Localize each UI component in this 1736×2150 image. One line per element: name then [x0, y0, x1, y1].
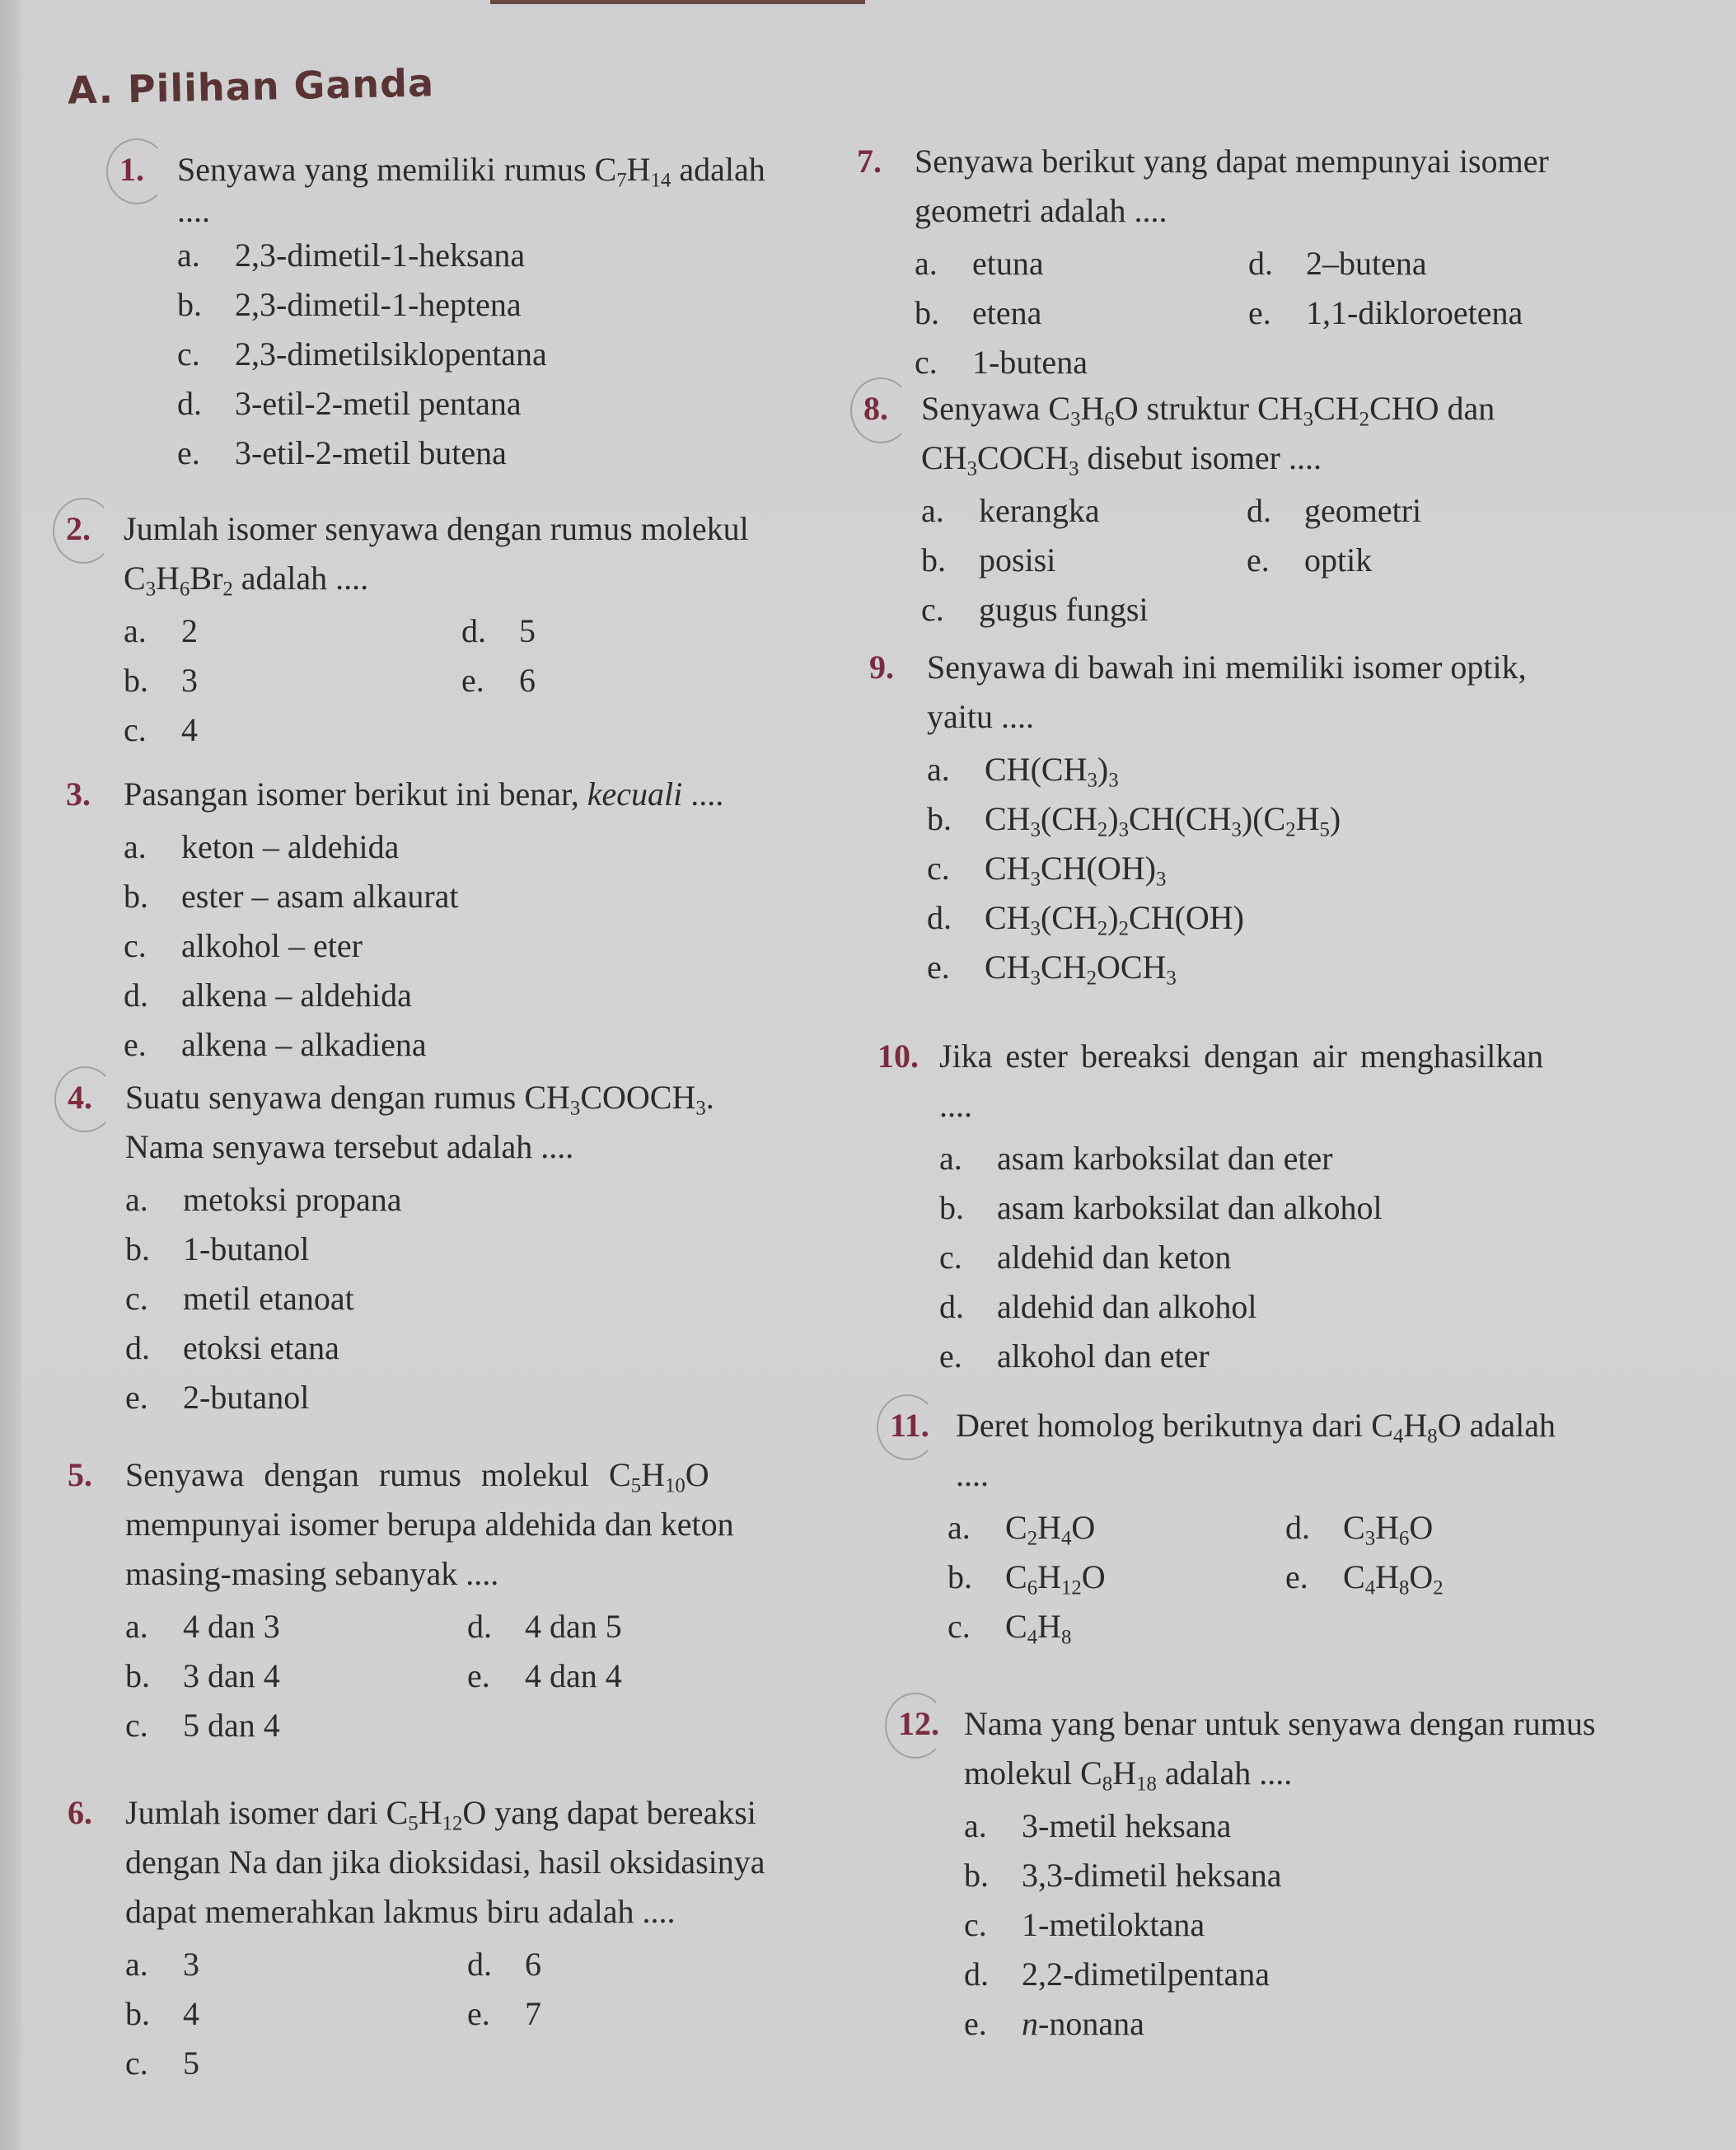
question-12: 12. Nama yang benar untuk senyawa dengan rumus molekul $C_8H_{18}$ adalah .... a. 3-metil heksana b. 3,3-dimetil heksana c. 1-metiloktana d. 2,2-dimetilpentana e. n-nonana — [964, 1699, 1730, 2049]
page-binding-edge — [0, 0, 21, 2150]
option-d[interactable]: d. $CH_3(CH_2)_2CH(OH)$ — [927, 899, 1244, 940]
question-7: 7. Senyawa berikut yang dapat mempunyai isomer geometri adalah .... a. etuna d. 2–butena b. etena e. 1,1-dikloroetena c. 1-butena — [915, 137, 1706, 387]
option-a[interactable]: a. 2,3-dimetil-1-heksana — [177, 237, 526, 274]
option-a[interactable]: a. $CH(CH_3)_3$ — [927, 751, 1119, 792]
option-d[interactable]: d. 4 dan 5 — [467, 1608, 622, 1645]
options-list — [927, 745, 1718, 992]
options-list — [177, 231, 836, 478]
options-list — [125, 1175, 850, 1422]
option-b[interactable]: b. 2,3-dimetil-1-heptena — [177, 286, 522, 323]
option-d[interactable]: d. geometri — [1247, 492, 1422, 529]
option-d[interactable]: d. aldehid dan alkohol — [939, 1288, 1257, 1325]
question-3: 3. Pasangan isomer berikut ini benar, kecuali .... a. keton – aldehida b. ester – asam alkaurat c. alkohol – eter d. alkena – aldehida e. alkena – alkadiena — [124, 770, 849, 1070]
option-d[interactable]: d. 2,2-dimetilpentana — [964, 1956, 1270, 1993]
option-b[interactable]: b. $CH_3(CH_2)_3CH(CH_3)(C_2H_5)$ — [927, 800, 1341, 841]
option-b[interactable]: b. 3 — [124, 662, 198, 699]
option-a[interactable]: a. $C_2H_4O$ — [948, 1509, 1096, 1550]
option-a[interactable]: a. etuna — [915, 245, 1044, 282]
option-c[interactable]: c. 1-metiloktana — [964, 1906, 1205, 1943]
option-d[interactable]: d. $C_3H_6O$ — [1285, 1509, 1434, 1550]
question-1: 1. Senyawa yang memiliki rumus $C_7H_{14}$ adalah .... a. 2,3-dimetil-1-heksana b. 2,3-dimetil-1-heptena c. 2,3-dimetilsiklopentana d. 3-etil-2-metil pentana e. 3-etil-2-metil butena — [177, 145, 836, 478]
question-number: 8. — [863, 384, 888, 433]
options-list — [125, 1940, 850, 2088]
option-e[interactable]: e. n-nonana — [964, 2005, 1144, 2042]
options-list — [124, 607, 849, 755]
option-b[interactable]: b. 3 dan 4 — [125, 1657, 280, 1694]
question-number: 12. — [898, 1699, 939, 1749]
option-a[interactable]: a. 3 — [125, 1946, 199, 1983]
option-b[interactable]: b. 3,3-dimetil heksana — [964, 1857, 1282, 1894]
option-e[interactable]: e. 1,1-dikloroetena — [1248, 294, 1523, 331]
question-11: 11. Deret homolog berikutnya dari $C_4H_8O$ adalah .... a. $C_2H_4O$ d. $C_3H_6O$ b. $C_6H_{12}O$ e. $C_4H_8O_2$ c. $C_4H_8$ — [956, 1401, 1730, 1651]
question-number: 1. — [119, 145, 144, 194]
option-e[interactable]: e. 3-etil-2-metil butena — [177, 434, 507, 471]
question-8: 8. Senyawa $C_3H_6O$ struktur $CH_3CH_2CHO$ dan $CH_3COCH_3$ disebut isomer .... a. kerangka d. geometri b. posisi e. optik c. gugus fungsi — [921, 384, 1712, 635]
options-list — [125, 1602, 850, 1750]
option-d[interactable]: d. alkena – aldehida — [124, 977, 412, 1014]
option-b[interactable]: b. $C_6H_{12}O$ — [948, 1558, 1106, 1600]
option-c[interactable]: c. aldehid dan keton — [939, 1239, 1232, 1276]
option-c[interactable]: c. $C_4H_8$ — [948, 1608, 1072, 1649]
option-a[interactable]: a. asam karboksilat dan eter — [939, 1140, 1333, 1177]
option-c[interactable]: c. 1-butena — [915, 344, 1088, 381]
options-list — [915, 239, 1706, 387]
option-a[interactable]: a. kerangka — [921, 492, 1100, 529]
option-e[interactable]: e. 7 — [467, 1995, 541, 2032]
option-e[interactable]: e. 2-butanol — [125, 1379, 310, 1416]
option-d[interactable]: d. 2–butena — [1248, 245, 1427, 282]
option-a[interactable]: a. 3-metil heksana — [964, 1807, 1232, 1844]
options-list — [124, 822, 849, 1070]
question-number: 5. — [68, 1456, 92, 1493]
option-e[interactable]: e. $C_4H_8O_2$ — [1285, 1558, 1444, 1600]
option-c[interactable]: c. alkohol – eter — [124, 927, 363, 964]
option-e[interactable]: e. $CH_3CH_2OCH_3$ — [927, 949, 1177, 990]
question-5: 5. Senyawa dengan rumus molekul $C_5H_{10}O$ mempunyai isomer berupa aldehida dan keton masing-masing sebanyak .... a. 4 dan 3 d. 4 dan 5 b. 3 dan 4 e. 4 dan 4 c. 5 dan 4 — [125, 1450, 850, 1750]
question-number: 6. — [68, 1794, 92, 1831]
option-b[interactable]: b. posisi — [921, 541, 1056, 578]
option-c[interactable]: c. gugus fungsi — [921, 591, 1149, 628]
option-e[interactable]: e. 6 — [461, 662, 536, 699]
question-number: 2. — [66, 504, 91, 554]
option-c[interactable]: c. 2,3-dimetilsiklopentana — [177, 335, 547, 372]
option-b[interactable]: b. etena — [915, 294, 1042, 331]
options-list — [921, 486, 1712, 635]
options-list — [939, 1134, 1730, 1381]
option-e[interactable]: e. alkena – alkadiena — [124, 1026, 427, 1063]
question-number: 7. — [857, 143, 882, 180]
option-d[interactable]: d. 6 — [467, 1946, 541, 1983]
option-b[interactable]: b. ester – asam alkaurat — [124, 878, 459, 915]
option-c[interactable]: c. 5 — [125, 2045, 199, 2082]
option-d[interactable]: d. 5 — [461, 612, 536, 649]
option-c[interactable]: c. 4 — [124, 711, 198, 748]
options-list — [964, 1801, 1730, 2049]
option-a[interactable]: a. 4 dan 3 — [125, 1608, 280, 1645]
option-e[interactable]: e. 4 dan 4 — [467, 1657, 622, 1694]
question-6: 6. Jumlah isomer dari $C_5H_{12}O$ yang dapat bereaksi dengan Na dan jika dioksidasi, hasil oksidasinya dapat memerahkan lakmus biru adalah .... a. 3 d. 6 b. 4 e. 7 c. 5 — [125, 1788, 850, 2088]
option-c[interactable]: c. 5 dan 4 — [125, 1707, 280, 1744]
option-c[interactable]: c. $CH_3CH(OH)_3$ — [927, 850, 1167, 891]
question-number: 10. — [877, 1038, 919, 1075]
options-list — [948, 1503, 1730, 1651]
question-stem: Senyawa yang memiliki rumus $C_7H_{14}$ adalah — [177, 151, 765, 192]
option-b[interactable]: b. 1-butanol — [125, 1230, 310, 1267]
question-number: 11. — [890, 1401, 929, 1450]
question-number: 3. — [66, 775, 91, 813]
option-d[interactable]: d. 3-etil-2-metil pentana — [177, 385, 522, 422]
option-a[interactable]: a. metoksi propana — [125, 1181, 402, 1218]
section-title: A. Pilihan Ganda — [67, 60, 435, 113]
question-2: 2. Jumlah isomer senyawa dengan rumus molekul $C_3H_6Br_2$ adalah .... a. 2 d. 5 b. 3 e. 6 c. 4 — [124, 504, 849, 755]
option-a[interactable]: a. keton – aldehida — [124, 828, 400, 865]
question-10: 10. Jika ester bereaksi dengan air menghasilkan .... a. asam karboksilat dan eter b. asam karboksilat dan alkohol c. aldehid dan keton d. aldehid dan alkohol e. alkohol dan eter — [939, 1032, 1730, 1381]
option-a[interactable]: a. 2 — [124, 612, 198, 649]
question-4: 4. Suatu senyawa dengan rumus $CH_3COOCH_3$. Nama senyawa tersebut adalah .... a. metoksi propana b. 1-butanol c. metil etanoat d. etoksi etana e. 2-butanol — [125, 1073, 850, 1422]
option-d[interactable]: d. etoksi etana — [125, 1329, 339, 1366]
option-b[interactable]: b. asam karboksilat dan alkohol — [939, 1189, 1383, 1226]
option-c[interactable]: c. metil etanoat — [125, 1280, 354, 1317]
question-number: 9. — [869, 649, 894, 686]
header-decoration-bar — [490, 0, 865, 4]
option-e[interactable]: e. alkohol dan eter — [939, 1337, 1210, 1375]
option-e[interactable]: e. optik — [1247, 541, 1373, 578]
question-number: 4. — [68, 1073, 92, 1122]
question-9: 9. Senyawa di bawah ini memiliki isomer optik, yaitu .... a. $CH(CH_3)_3$ b. $CH_3(CH_2)_3CH(CH_3)(C_2H_5)$ c. $CH_3CH(OH)_3$ d. $CH_3(CH_2)_2CH(OH)$ e. $CH_3CH_2OCH_3$ — [927, 643, 1718, 992]
option-b[interactable]: b. 4 — [125, 1995, 199, 2032]
